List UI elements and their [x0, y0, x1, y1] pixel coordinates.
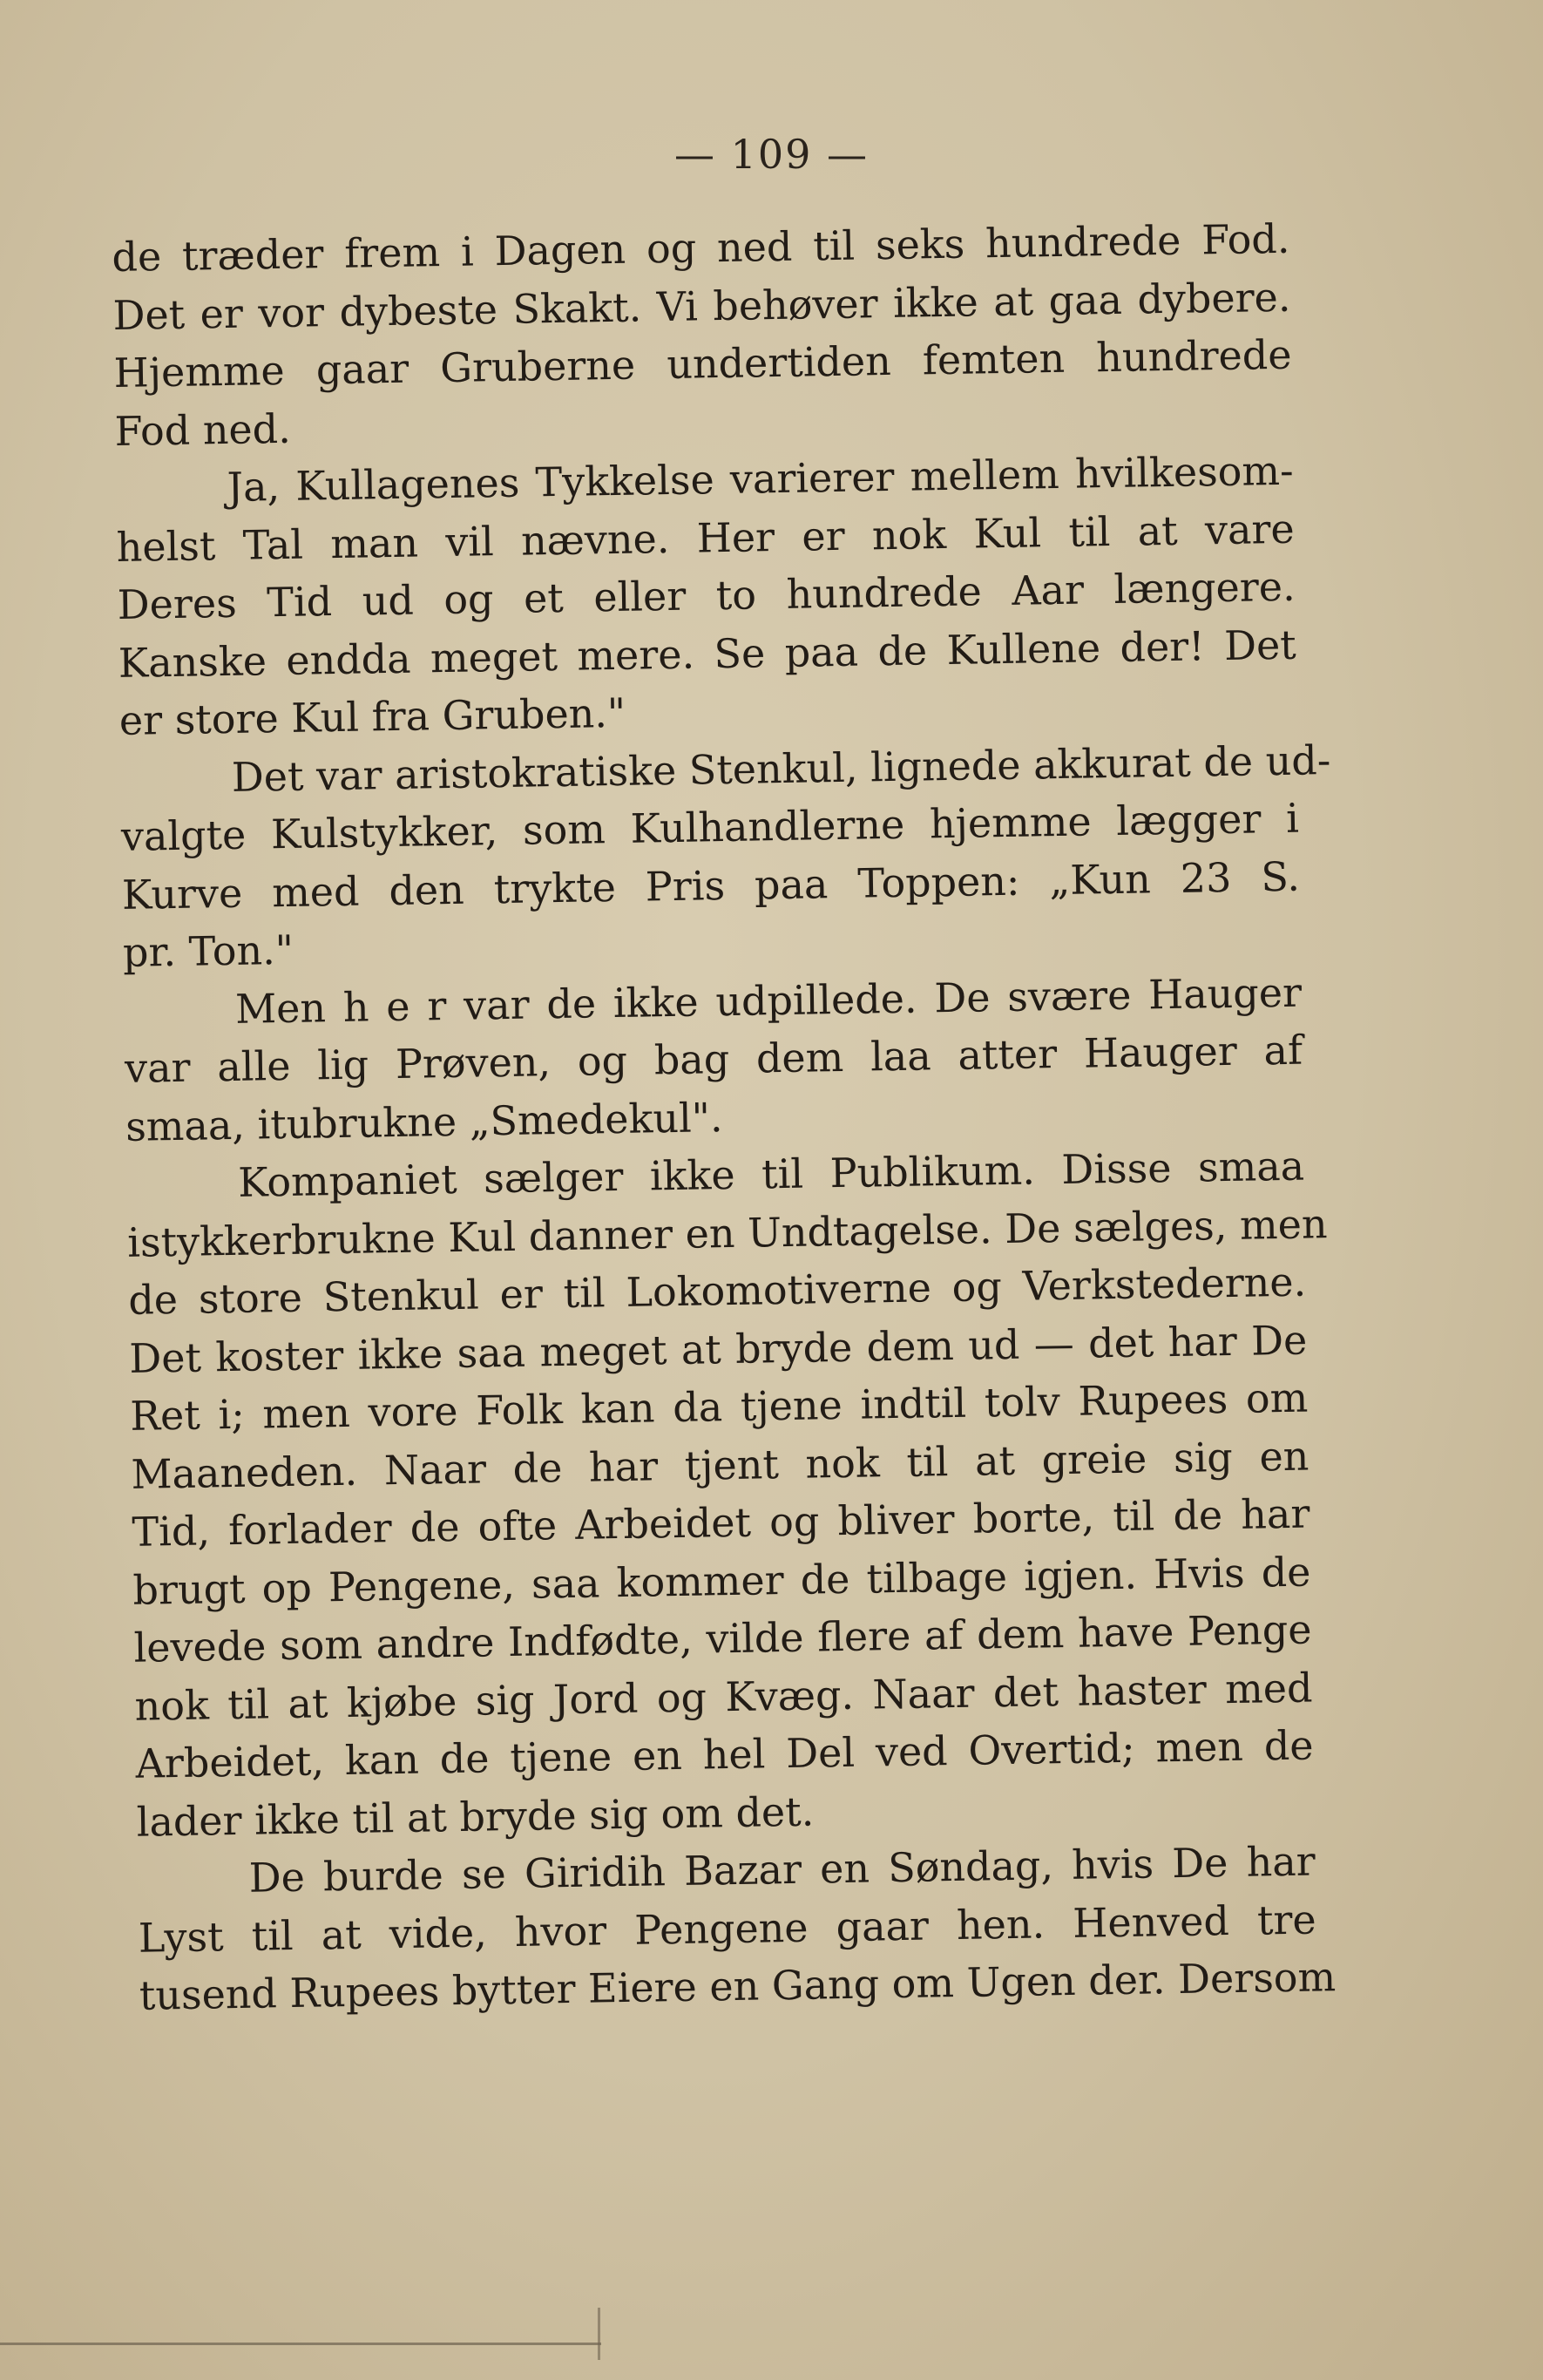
text-line: Tid, forlader de ofte Arbeidet og bliver borte, til de har: [132, 1489, 1310, 1556]
text-line: Det koster ikke saa meget at bryde dem ud — det har De: [128, 1316, 1308, 1382]
text-line: Ja, Kullagenes Tykkelse varierer mellem hvilkesom-: [227, 446, 1294, 511]
text-line: Arbeidet, kan de tjene en hel Del ved Overtid; men de: [135, 1721, 1314, 1787]
text-line: var alle lig Prøven, og bag dem laa atter Hauger af: [124, 1026, 1303, 1092]
footer-rule: [0, 2343, 601, 2345]
text-line: tusend Rupees bytter Eiere en Gang om Ugen der. Dersom: [139, 1953, 1337, 2019]
text-line: istykkerbrukne Kul danner en Undtagelse. De sælges, men: [126, 1199, 1328, 1266]
text-line: Kanske endda meget mere. Se paa de Kullene der! Det: [118, 620, 1297, 687]
text-line: Men h e r var de ikke udpillede. De svære Hauger: [234, 968, 1303, 1033]
text-line: nok til at kjøbe sig Jord og Kvæg. Naar det haster med: [134, 1664, 1313, 1730]
text-line: valgte Kulstykker, som Kulhandlerne hjemme lægger i: [120, 794, 1300, 860]
text-line: Det er vor dybeste Skakt. Vi behøver ikke at gaa dybere.: [112, 273, 1291, 339]
text-line: smaa, itubrukne „Smedekul".: [125, 1093, 723, 1150]
text-line: brugt op Pengene, saa kommer de tilbage igjen. Hvis de: [132, 1548, 1311, 1614]
text-line: Ret i; men vore Folk kan da tjene indtil tolv Rupees om: [129, 1373, 1309, 1440]
text-line: Kompaniet sælger ikke til Publikum. Disse smaa: [237, 1142, 1305, 1206]
text-line: Deres Tid ud og et eller to hundrede Aar længere.: [117, 562, 1296, 628]
text-line: de træder frem i Dagen og ned til seks hundrede Fod.: [112, 214, 1290, 281]
page-number: — 109 —: [673, 131, 870, 178]
text-line: Hjemme gaar Gruberne undertiden femten hundrede: [113, 330, 1292, 397]
body-text: [112, 210, 1337, 2024]
text-line: lader ikke til at bryde sig om det.: [136, 1787, 815, 1846]
text-line: Kurve med den trykte Pris paa Toppen: „Kun 23 S.: [121, 852, 1301, 919]
text-line: levede som andre Indfødte, vilde flere af dem have Penge: [133, 1605, 1312, 1671]
text-line: de store Stenkul er til Lokomotiverne og Verkstederne.: [127, 1258, 1307, 1324]
text-line: Det var aristokratiske Stenkul, lignede akkurat de ud-: [231, 736, 1331, 801]
text-line: De burde se Giridih Bazar en Søndag, hvis De har: [248, 1837, 1316, 1902]
text-line: Lyst til at vide, hvor Pengene gaar hen. Henved tre: [138, 1895, 1317, 1962]
text-line: Fod ned.: [114, 404, 292, 455]
text-line: er store Kul fra Gruben.": [118, 688, 626, 744]
footer-hook: [598, 2308, 600, 2360]
text-line: Maaneden. Naar de har tjent nok til at greie sig en: [131, 1432, 1310, 1498]
text-line: pr. Ton.": [122, 926, 294, 976]
text-line: helst Tal man vil nævne. Her er nok Kul til at vare: [116, 505, 1295, 571]
